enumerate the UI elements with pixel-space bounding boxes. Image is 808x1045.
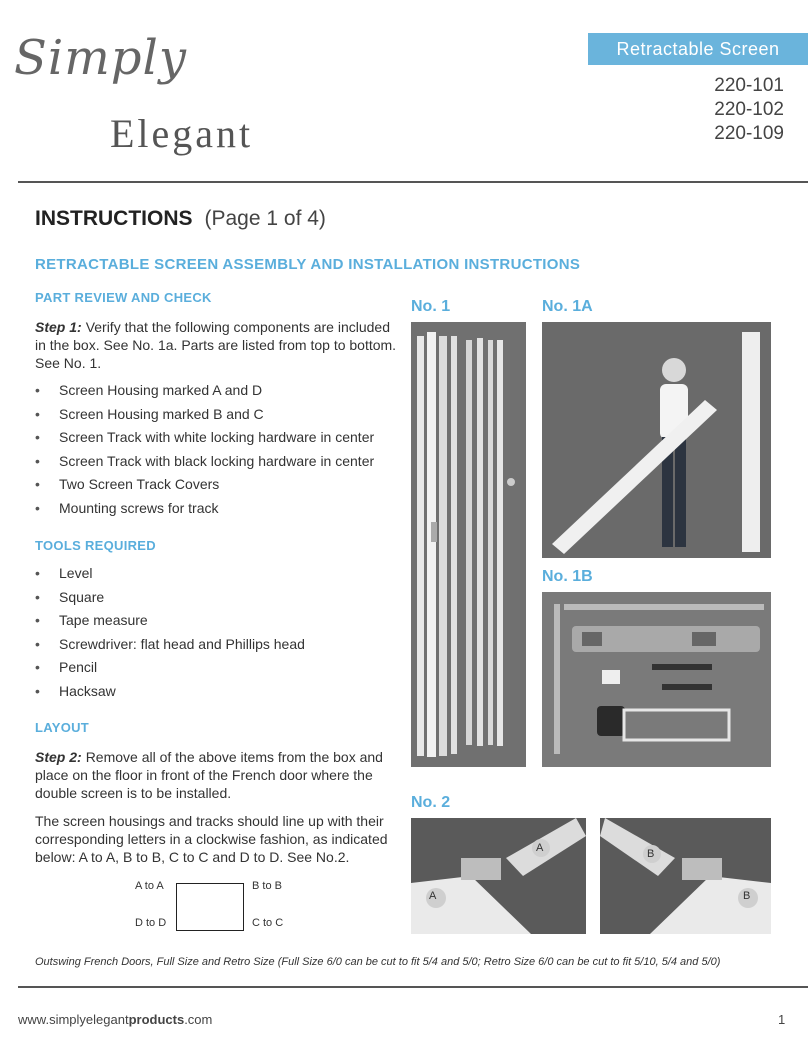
logo-script: Simply [14,30,187,86]
model-number: 220-109 [714,123,784,144]
housing-label-a: A [429,890,437,902]
housing-label-a2: A [536,842,544,854]
footer-url-suffix: .com [184,1012,213,1027]
footer-url-prefix: www. [18,1012,50,1027]
footer-url-brand1: simply [49,1012,86,1027]
layout-paragraph: The screen housings and tracks should line up with their corresponding letters in a clockwise fashion, as indicated below: A to A, B to B, C to C and D to D. See No.2. [35,813,388,865]
list-item: • Hacksaw [35,680,305,704]
step2-label: Step 2: [35,749,82,765]
photo-label-no2: No. 2 [411,794,451,811]
step1-paragraph [35,318,397,372]
step1-label: Step 1: [35,319,82,335]
step2-text: Remove all of the above items from the box and place on the floor in front of the French door where the double screen is to be installed. [35,749,383,801]
list-item: • Two Screen Track Covers [35,473,374,497]
photo-label-no1a: No. 1A [542,298,593,315]
step2-paragraph [35,748,397,802]
diagram-label-tr: B to B [252,880,282,892]
footer-url-brand2: elegant [85,1012,129,1027]
photo-no1-parts [411,322,526,767]
diagram-label-br: C to C [252,917,284,929]
part-review-heading: PART REVIEW AND CHECK [35,290,212,305]
footer-url [18,1012,212,1027]
list-item: • Mounting screws for track [35,497,374,521]
diagram-label-bl: D to D [135,917,167,929]
door-diagram [176,883,244,931]
list-item: • Screen Track with white locking hardware in center [35,426,374,450]
model-number: 220-101 [714,75,784,96]
parts-list [35,379,374,520]
photo-no2-housing-a [411,818,586,934]
diagram-label-tl: A to A [135,880,164,892]
section-title: RETRACTABLE SCREEN ASSEMBLY AND INSTALLATION INSTRUCTIONS [35,256,581,273]
footer-divider [18,986,808,988]
list-item: • Tape measure [35,609,305,633]
step1-text: Verify that the following components are included in the box. See No. 1a. Parts are listed from top to bottom. See No. 1. [35,319,397,371]
list-item: • Square [35,586,305,610]
housing-label-b: B [647,848,655,860]
photo-no1a-person [542,322,771,558]
photo-label-no1b: No. 1B [542,568,593,585]
logo-main [110,110,253,157]
photo-no2-housing-b [600,818,771,934]
model-numbers [714,74,784,146]
page-indicator: (Page 1 of 4) [204,207,326,230]
housing-label-b2: B [743,890,751,902]
logo-main-text: Elegant [110,111,254,156]
list-item: • Level [35,562,305,586]
footer-url-brand3: products [128,1012,185,1027]
tools-list [35,562,305,703]
list-item: • Screwdriver: flat head and Phillips head [35,633,305,657]
header-divider [18,181,808,183]
list-item: • Screen Housing marked B and C [35,403,374,427]
layout-heading: LAYOUT [35,720,90,735]
photo-no1b-tools [542,592,771,767]
page-title-main: INSTRUCTIONS [35,207,193,230]
tools-heading: TOOLS REQUIRED [35,538,156,553]
list-item: • Screen Track with black locking hardware in center [35,450,374,474]
photo-label-no1: No. 1 [411,298,451,315]
caption: Outswing French Doors, Full Size and Retro Size (Full Size 6/0 can be cut to fit 5/4 and 5/0; Retro Size 6/0 can be cut to fit 5/10, 5/4 and 5/0) [35,956,721,968]
product-tag: Retractable Screen [588,33,808,65]
page-number: 1 [778,1012,786,1027]
model-number: 220-102 [714,99,784,120]
list-item: • Pencil [35,656,305,680]
list-item: • Screen Housing marked A and D [35,379,374,403]
page-title [35,207,326,231]
